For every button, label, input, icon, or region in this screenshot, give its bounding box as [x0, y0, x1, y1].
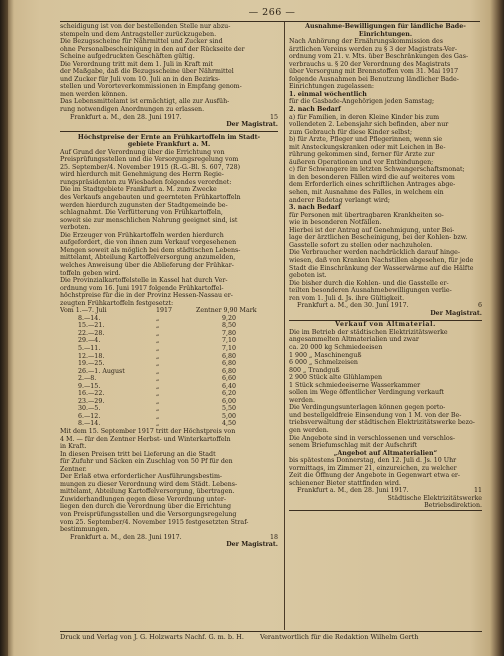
text-line: äußeren Operationen und vor Entbindungen;: [289, 158, 434, 166]
price-range: 2.—8.: [78, 375, 97, 383]
price-unit: „: [156, 329, 160, 337]
text-line: 2 900 Stück alte Glühlampen: [289, 374, 383, 382]
text-line: ärztlichen Vereins werden zu § 3 der Magistrats-Ver-: [289, 45, 458, 53]
text-line: 4 M. — für den Zentner Herbst- und Winterkartoffeln: [60, 435, 231, 443]
dateline-row-2: [60, 534, 278, 542]
text-line: bestimmungen.: [60, 526, 110, 534]
altmaterial-box: [289, 320, 482, 511]
text-line: höchstpreise für die in der Provinz Hessen-Nassau er-: [60, 292, 233, 300]
text-line: aufgefordert, die von ihnen zum Verkauf vorgesehenen: [60, 239, 237, 247]
price-price: 5,50: [221, 405, 236, 413]
section-rule: [60, 131, 278, 132]
text-line: mittelamt, Abteilung Kartoffelversorgung, übertragen.: [60, 488, 235, 496]
price-unit: „: [156, 397, 160, 405]
text-line: b) für Ärzte, Pfleger und Pflegerinnen, wenn sie: [289, 136, 443, 144]
text-line: gen werden.: [289, 426, 329, 434]
price-row: [60, 413, 278, 421]
price-price: 6,00: [221, 397, 236, 405]
text-line: mittelamt, Abteilung Kartoffelversorgung anzumelden,: [60, 254, 236, 262]
section-title: Höchstpreise der Ernte an Frühkartoffeln im Stadt-: [77, 133, 261, 141]
price-header-year: 1917: [156, 307, 173, 315]
text-line: verbrauchs u. § 20 der Verordnung des Magistrats: [289, 60, 451, 68]
text-line: 2. nach Bedarf: [289, 106, 341, 114]
price-row: [60, 375, 278, 383]
price-unit: „: [156, 412, 160, 420]
text-line: Die im Stadtgebiete Frankfurt a. M. zum Zwecke: [60, 186, 217, 194]
imprint-right: Verantwortlich für die Redaktion Wilhelm Gerth: [259, 633, 419, 641]
text-line: Auf Grund der Verordnung über die Errichtung von: [60, 148, 225, 156]
text-line: werden.: [289, 396, 315, 404]
price-row: [60, 315, 278, 323]
binding-edge: [0, 0, 8, 656]
price-row: [60, 337, 278, 345]
text-line: sehen, mit Ausnahme des Falles, in welchem ein: [289, 189, 444, 197]
text-line: für die Gasbade-Angehörigen jeden Samstag;: [289, 98, 435, 106]
price-unit: „: [156, 390, 160, 398]
price-row: [60, 360, 278, 368]
price-row: [60, 390, 278, 398]
price-price: 8,50: [221, 322, 236, 330]
text-line: Zuwiderhandlungen gegen diese Verordnung unter-: [60, 495, 226, 503]
text-line: wie in besonderen Notfällen.: [289, 219, 382, 227]
text-line: 800 „ Trandguß: [289, 366, 340, 374]
text-line: in den besonderen Fällen wird die auf weiteres vom: [289, 173, 455, 181]
right-dateline: Frankfurt a. M., den 30. Juni 1917.: [297, 302, 409, 310]
text-line: 6 000 „ Schmelzeisen: [289, 359, 358, 367]
price-range: 16.—22.: [78, 390, 105, 398]
price-row: [60, 368, 278, 376]
text-line: in Kraft.: [60, 443, 87, 451]
text-line: stempeln und dem Antragsteller zurückzugeben.: [60, 30, 217, 38]
signature-2: Der Magistrat.: [226, 541, 278, 549]
text-line: rung notwendigen Anordnungen zu erlassen.: [60, 106, 205, 114]
text-line: und Zucker für Juli vom 10. Juli an in den Bezirks-: [60, 75, 221, 83]
text-line: Die Angebote sind in verschlossenen und verschlos-: [289, 434, 455, 442]
price-price: 9,20: [221, 314, 236, 322]
right-column: [289, 23, 482, 629]
text-line: Die Bezugsscheine für Nährmittel und Zucker sind: [60, 38, 223, 46]
text-line: bis spätestens Donnerstag, den 12. Juli d. Js. 10 Uhr: [289, 457, 457, 465]
price-unit: „: [156, 405, 160, 413]
altmaterial-title: Verkauf von Altmaterial.: [335, 321, 436, 329]
imprint: [60, 633, 482, 641]
right-dateline-row-2: [289, 487, 482, 495]
text-line: triebsverwaltung der städtischen Elektrizitätswerke bezo-: [289, 419, 475, 427]
notice-number: 15: [269, 113, 278, 121]
text-line: Hierbei ist der Antrag auf Genehmigung, unter Bei-: [289, 226, 455, 234]
left-top-text: [60, 23, 278, 114]
text-line: angesammelten Altmaterialien und zwar: [289, 336, 419, 344]
price-price: 7,10: [221, 337, 236, 345]
price-unit: „: [156, 360, 160, 368]
price-range: 9.—15.: [78, 382, 101, 390]
text-line: zeugten Frühkartoffeln festgesetzt:: [60, 299, 174, 307]
text-line: Scheine aufgedruckten Geschäften gültig.: [60, 53, 195, 61]
text-line: Die Verdingungsunterlagen können gegen porto-: [289, 404, 446, 412]
text-line: „Angebot auf Altmaterialien“: [333, 449, 438, 457]
price-range: 12.—18.: [78, 352, 105, 360]
page-number: — 266 —: [248, 7, 296, 18]
text-line: mit Ansteckungskranken oder mit Leichen in Be-: [289, 143, 446, 151]
price-price: 5,00: [221, 412, 236, 420]
price-row: [60, 420, 278, 428]
price-table: [60, 315, 278, 428]
text-line: Zentner.: [60, 465, 87, 473]
price-range: 30.—5.: [78, 405, 101, 413]
text-line: Stadt die Einschränkung der Wasserwärme auf die Hälfte: [289, 264, 474, 272]
price-row: [60, 398, 278, 406]
text-line: zum Gebrauch für diese Kinder selbst;: [289, 128, 413, 136]
price-unit: „: [156, 344, 160, 352]
section-body: [60, 149, 278, 307]
price-price: 7,80: [221, 329, 236, 337]
text-line: Nach Anhörung der Ernährungskommission des: [289, 38, 443, 46]
text-line: wiesen, daß von Kranken Nachstillen abgesehen, für jede: [289, 256, 474, 264]
price-unit: „: [156, 352, 160, 360]
text-line: Die Verordnung tritt mit dem 1. Juli in Kraft mit: [60, 60, 213, 68]
price-row: [60, 353, 278, 361]
section-title-2: gebiete Frankfurt a. M.: [127, 141, 211, 149]
text-line: Die im Betrieb der städtischen Elektrizitätswerke: [289, 328, 448, 336]
text-line: folgende Ausnahmen bei Benutzung ländlicher Bade-: [289, 75, 459, 83]
price-unit: „: [156, 382, 160, 390]
text-line: sollen im Wege öffentlicher Verdingung verkauft: [289, 389, 444, 397]
price-price: 6,60: [221, 375, 236, 383]
price-unit: „: [156, 337, 160, 345]
price-range: 19.—25.: [78, 360, 105, 368]
text-line: schlagnahmt. Die Verfütterung von Frühkartoffeln,: [60, 209, 223, 217]
right-title: Ausnahme-Bewilligungen für ländliche Bade-: [305, 23, 466, 30]
text-line: vollendeten 2. Lebensjahr sich befinden, aber nur: [289, 121, 449, 129]
text-line: lage der ärztlichen Bescheinigung, bei der Kohlen- bzw.: [289, 234, 468, 242]
text-line: geboten ist.: [289, 272, 327, 280]
text-line: c) für Schwangere im letzten Schwangerschaftsmonat;: [289, 166, 465, 174]
price-row: [60, 405, 278, 413]
notice-number-2: 18: [269, 533, 278, 541]
text-line: In diesen Preisen tritt bei Lieferung an die Stadt: [60, 450, 216, 458]
price-price: 6,40: [221, 382, 236, 390]
column-separator: [284, 22, 285, 630]
text-line: 1 900 „ Maschinenguß: [289, 351, 362, 359]
text-line: rungspräsidenten zu Wiesbaden folgendes verordnet:: [60, 178, 232, 186]
price-price: 6,80: [221, 360, 236, 368]
right-notice-number-2: 11: [473, 487, 482, 495]
price-price: 4,50: [221, 420, 236, 428]
footer-rule: [60, 631, 482, 632]
text-line: für Zufuhr und Säcken ein Zuschlag von 50 Pf für den: [60, 458, 233, 466]
price-row: [60, 345, 278, 353]
text-line: der Maßgabe, daß die Bezugsscheine über Nährmittel: [60, 68, 234, 76]
text-line: stellen und Vororteverkommissionen in Empfang genom-: [60, 83, 242, 91]
text-line: 3. nach Bedarf: [289, 204, 341, 212]
price-price: 6,80: [221, 367, 236, 375]
text-line: ren vom 1. Juli d. Js. ihre Gültigkeit.: [289, 294, 405, 302]
text-line: vom 25. September/4. November 1915 festgesetzten Straf-: [60, 518, 249, 526]
price-range: 26.—1. August: [78, 367, 125, 375]
text-line: ca. 20 000 kg Schmiedeeisen: [289, 343, 383, 351]
text-line: ordnung vom 16. Juni 1917 folgende Frühkartoffel-: [60, 284, 224, 292]
text-line: 1 Stück schmiedeeiserne Wasserkammer: [289, 381, 421, 389]
price-range: 22.—28.: [78, 329, 105, 337]
price-price: 7,10: [221, 344, 236, 352]
text-line: Einrichtungen zugelassen:: [289, 83, 374, 91]
text-line: vormittags, im Zimmer 21, einzureichen, zu welcher: [289, 464, 457, 472]
text-line: schienener Bieter stattfinden wird.: [289, 479, 401, 487]
imprint-left: Druck und Verlag von J. G. Holzwarts Nachf. G. m. b. H.: [60, 633, 244, 641]
text-line: mungen zu dieser Verordnung wird dem Städt. Lebens-: [60, 480, 238, 488]
text-line: Der Erlaß etwa erforderlicher Ausführungsbestim-: [60, 473, 223, 481]
text-line: Preisprüfungsstellen und die Versorgungsregelung vom: [60, 156, 239, 164]
text-line: Die Erzeuger von Frühkartoffeln werden hierdurch: [60, 231, 224, 239]
right-dateline-row: [289, 302, 482, 310]
text-line: toffeln geben wird.: [60, 269, 121, 277]
altmaterial-body: [289, 329, 482, 487]
text-line: dem Erforderlich eines schriftlichen Antrages abge-: [289, 181, 456, 189]
price-range: 8.—14.: [78, 420, 101, 428]
price-price: 6,20: [221, 390, 236, 398]
dateline: Frankfurt a. M., den 28. Juni 1917.: [70, 113, 182, 121]
price-unit: „: [156, 367, 160, 375]
text-line: soweit sie zur menschlichen Nahrung geeignet sind, ist: [60, 216, 238, 224]
text-line: senem Briefumschlag mit der Aufschrift: [289, 442, 417, 450]
text-line: Mit dem 15. September 1917 tritt der Höchstpreis von: [60, 427, 236, 435]
text-line: teilten besonderen Ausnahmebewilligungen verlie-: [289, 287, 452, 295]
text-line: 1. einmal wöchentlich: [289, 90, 367, 98]
right-notice-number: 6: [477, 302, 482, 310]
text-line: a) für Familien, in deren Kleine Kinder bis zum: [289, 113, 440, 121]
text-line: Zeit die Öffnung der Angebote in Gegenwart etwa er-: [289, 472, 461, 480]
text-line: Mengen soweit als möglich bei dem städtischen Lebens-: [60, 246, 241, 254]
price-range: 23.—29.: [78, 397, 105, 405]
text-line: Das Lebensmittelamt ist ermächtigt, alle zur Ausfüh-: [60, 98, 230, 106]
text-line: für Personen mit übertragbaren Krankheiten so-: [289, 211, 444, 219]
text-line: anderer Badetag verlangt wird;: [289, 196, 391, 204]
text-line: und bestellgeldfreie Einsendung von 1 M. von der Be-: [289, 411, 462, 419]
text-line: Gasstelle sofort zu stellen oder nachzuholen.: [289, 241, 433, 249]
price-header-unit: Zentner 9,90 Mark: [196, 307, 257, 315]
text-line: ohne Personalbescheinigung in den auf der Rückseite der: [60, 45, 245, 53]
price-range: 29.—4.: [78, 337, 101, 345]
left-column: [60, 23, 278, 629]
price-price: 6,80: [221, 352, 236, 360]
right-signature-2a: Städtische Elektrizitätswerke: [387, 494, 482, 502]
section-tail: [60, 428, 278, 534]
text-line: Die bisher durch die Kohlen- und die Gasstelle er-: [289, 279, 449, 287]
price-row: [60, 322, 278, 330]
price-unit: „: [156, 420, 160, 428]
price-unit: „: [156, 314, 160, 322]
text-line: Die Verbraucher werden nachdrücklich darauf hinge-: [289, 249, 460, 257]
text-line: 25. September/4. November 1915 (R.-G.-Bl. S. 607, 728): [60, 163, 241, 171]
price-header: [60, 307, 278, 315]
price-range: 6.—12.: [78, 412, 101, 420]
dateline-row: [60, 114, 278, 122]
price-unit: „: [156, 322, 160, 330]
price-range: 15.—21.: [78, 322, 105, 330]
right-dateline-2: Frankfurt a. M., den 28. Juni 1917.: [297, 487, 409, 495]
text-line: verboten.: [60, 224, 91, 232]
top-rule: [60, 21, 480, 22]
price-range: 8.—14.: [78, 314, 101, 322]
price-header-from: Vom 1.—7. Juli: [60, 307, 107, 315]
text-line: liegen den durch die Verordnung über die Errichtung: [60, 503, 232, 511]
text-line: welches Anweisung über die Ablieferung der Frühkar-: [60, 261, 234, 269]
text-line: Die Provinzialkartoffelstelle in Kassel hat durch Ver-: [60, 277, 228, 285]
right-title-2: Einrichtungen.: [358, 30, 413, 38]
price-range: 5.—11.: [78, 344, 101, 352]
text-line: ordnung vom 21. v. Mts. über Beschränkungen des Gas-: [289, 53, 469, 61]
price-row: [60, 383, 278, 391]
text-line: von Preisprüfungsstellen und die Versorgungsregelung: [60, 511, 237, 518]
text-line: des Verkaufs angebauten und geernteten Frühkartoffeln: [60, 194, 241, 202]
text-line: scheidigung ist von der bestellenden Stelle nur abzu-: [60, 23, 231, 30]
right-body: [289, 38, 482, 302]
dateline-2: Frankfurt a. M., den 28. Juni 1917.: [70, 533, 182, 541]
price-unit: „: [156, 375, 160, 383]
text-line: men werden können.: [60, 90, 128, 98]
price-row: [60, 330, 278, 338]
text-line: wird hierdurch mit Genehmigung des Herrn Regie-: [60, 171, 224, 179]
right-signature-2b: Betriebsdirektion.: [424, 502, 482, 510]
text-line: rührung gekommen sind, ferner für Ärzte zur: [289, 151, 435, 159]
text-line: werden hierdurch zugunsten der Stadtgemeinde be-: [60, 201, 228, 209]
right-signature: Der Magistrat.: [430, 309, 482, 317]
signature: Der Magistrat.: [226, 121, 278, 129]
text-line: über Versorgung mit Brennstoffen vom 31. Mai 1917: [289, 68, 459, 76]
